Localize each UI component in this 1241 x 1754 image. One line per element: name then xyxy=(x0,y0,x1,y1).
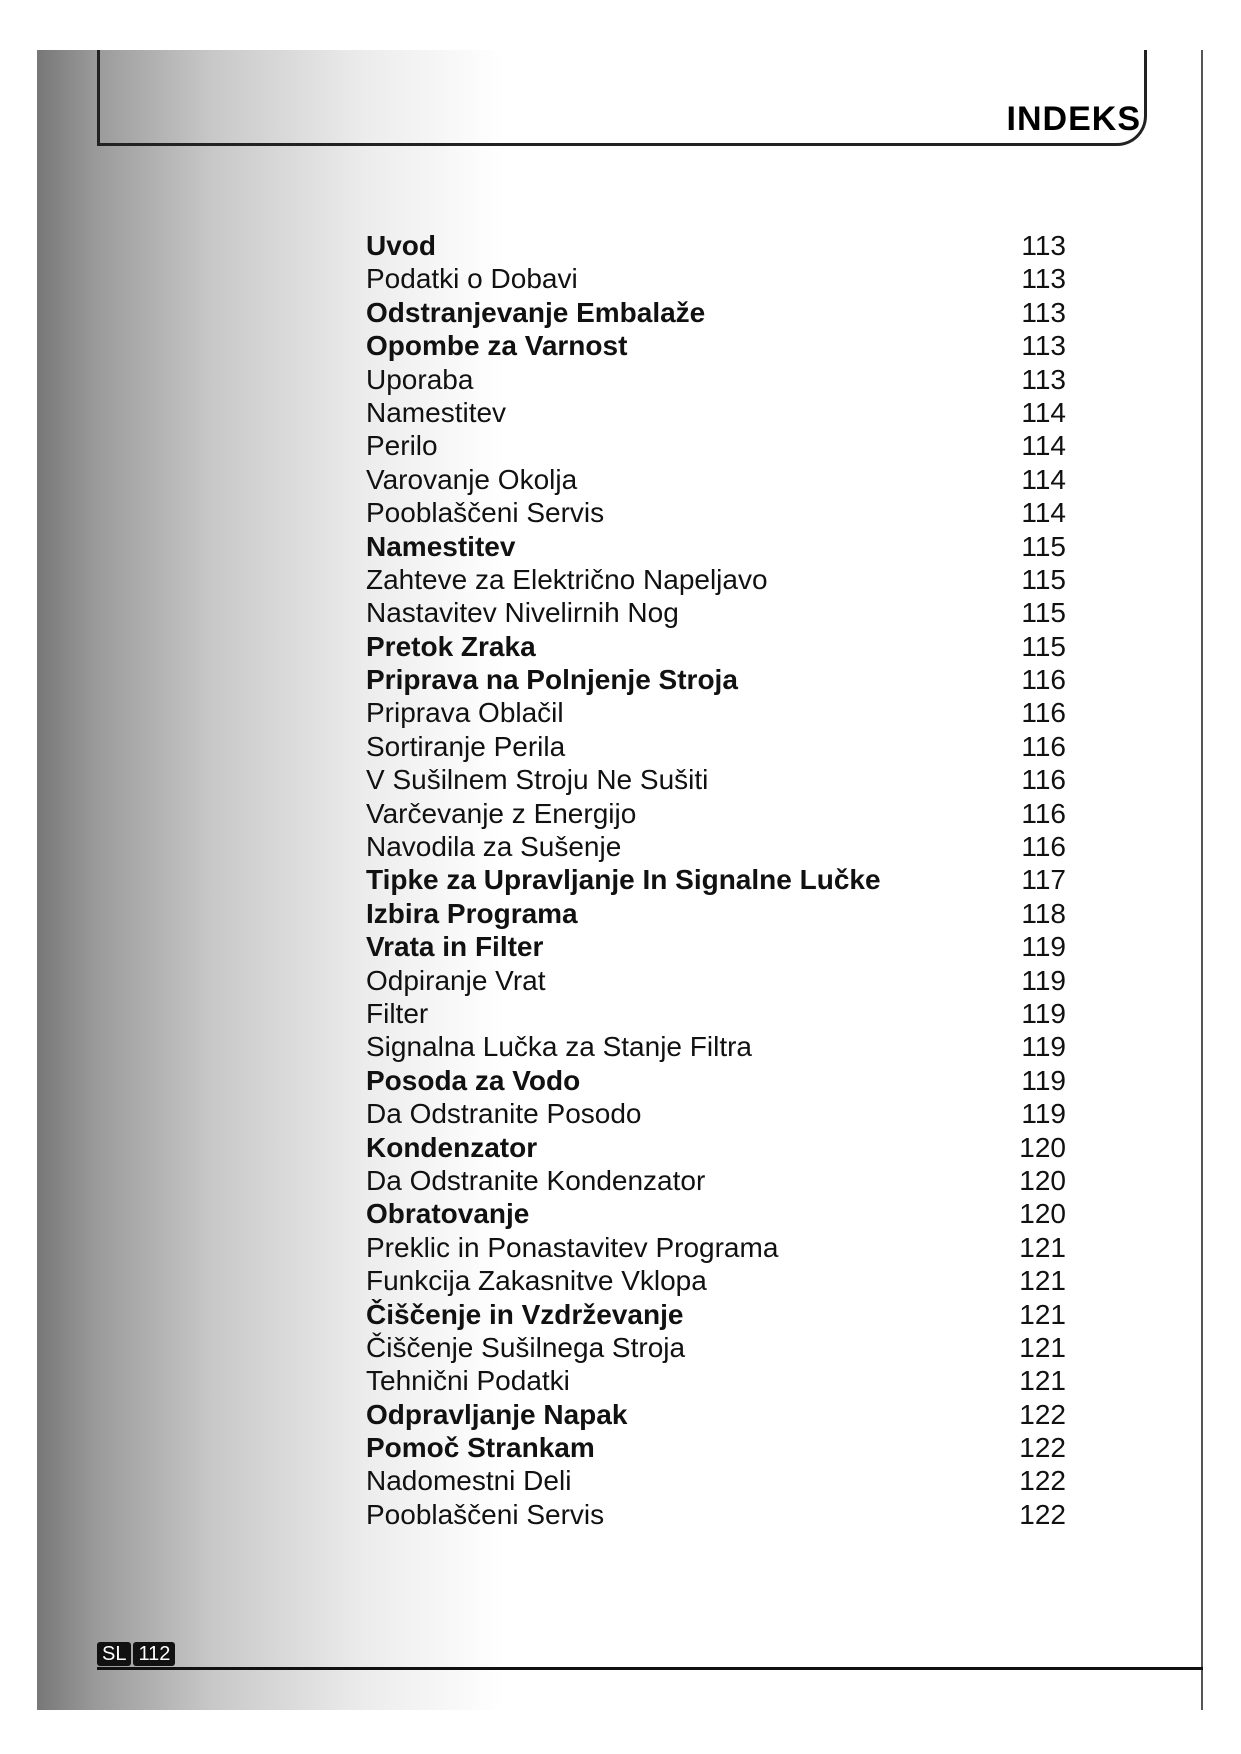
toc-entry-label: Varovanje Okolja xyxy=(366,463,578,495)
toc-entry-page: 122 xyxy=(1019,1398,1066,1430)
toc-entry[interactable] xyxy=(366,1331,1066,1364)
toc-entry-label: Namestitev xyxy=(366,396,507,428)
toc-entry-label: Opombe za Varnost xyxy=(366,330,628,362)
toc-entry-label: Čiščenje in Vzdrževanje xyxy=(366,1298,684,1330)
toc-entry-label: Uporaba xyxy=(366,363,474,395)
toc-entry-label: Pomoč Strankam xyxy=(366,1432,595,1464)
toc-entry[interactable] xyxy=(366,1064,1066,1097)
toc-entry-page: 116 xyxy=(1021,730,1066,762)
toc-entry-page: 118 xyxy=(1021,897,1066,929)
toc-entry[interactable] xyxy=(366,830,1066,863)
toc-entry-label: Vrata in Filter xyxy=(366,931,544,963)
toc-entry[interactable] xyxy=(366,1231,1066,1264)
toc-entry-page: 115 xyxy=(1021,597,1066,629)
toc-entry[interactable] xyxy=(366,997,1066,1030)
toc-entry[interactable] xyxy=(366,363,1066,396)
toc-entry-label: Navodila za Sušenje xyxy=(366,831,622,863)
toc-entry-page: 113 xyxy=(1021,230,1066,261)
language-code: SL xyxy=(97,1642,131,1666)
toc-entry-label: Namestitev xyxy=(366,530,516,562)
footer-divider xyxy=(97,1667,1203,1670)
toc-entry-label: Tipke za Upravljanje In Signalne Lučke xyxy=(366,864,881,896)
toc-entry-page: 116 xyxy=(1021,797,1066,829)
toc-entry-page: 113 xyxy=(1021,363,1066,395)
toc-entry-page: 120 xyxy=(1019,1164,1066,1196)
page-number: 112 xyxy=(133,1642,175,1666)
toc-entry-page: 122 xyxy=(1019,1465,1066,1497)
toc-entry-label: Posoda za Vodo xyxy=(366,1064,581,1096)
table-of-contents xyxy=(366,229,1066,1531)
toc-entry-page: 113 xyxy=(1021,263,1066,295)
toc-entry-page: 121 xyxy=(1019,1265,1066,1297)
toc-entry-page: 120 xyxy=(1019,1198,1066,1230)
toc-entry-label: Priprava Oblačil xyxy=(366,697,564,729)
toc-entry-label: Preklic in Ponastavitev Programa xyxy=(366,1231,779,1263)
toc-entry[interactable] xyxy=(366,530,1066,563)
toc-entry[interactable] xyxy=(366,1398,1066,1431)
toc-entry-label: Čiščenje Sušilnega Stroja xyxy=(366,1331,686,1363)
toc-entry-page: 113 xyxy=(1021,330,1066,362)
toc-entry[interactable] xyxy=(366,563,1066,596)
toc-entry-label: Priprava na Polnjenje Stroja xyxy=(366,664,738,696)
toc-entry-page: 115 xyxy=(1021,530,1066,562)
toc-entry-page: 119 xyxy=(1021,964,1066,996)
toc-entry-page: 120 xyxy=(1019,1131,1066,1163)
toc-entry[interactable] xyxy=(366,1264,1066,1297)
toc-entry-label: Odpravljanje Napak xyxy=(366,1398,628,1430)
toc-entry-page: 119 xyxy=(1021,931,1066,963)
toc-entry[interactable] xyxy=(366,730,1066,763)
toc-entry[interactable] xyxy=(366,1164,1066,1197)
toc-entry[interactable] xyxy=(366,1131,1066,1164)
toc-entry[interactable] xyxy=(366,596,1066,629)
toc-entry-label: Uvod xyxy=(366,230,436,261)
toc-entry-label: Funkcija Zakasnitve Vklopa xyxy=(366,1265,707,1297)
toc-entry-label: Podatki o Dobavi xyxy=(366,263,578,295)
toc-entry-page: 114 xyxy=(1021,396,1066,428)
toc-entry-label: Obratovanje xyxy=(366,1198,530,1230)
toc-entry-page: 121 xyxy=(1019,1365,1066,1397)
toc-entry-page: 116 xyxy=(1021,764,1066,796)
toc-entry[interactable] xyxy=(366,262,1066,295)
toc-entry[interactable] xyxy=(366,1030,1066,1063)
toc-entry-page: 119 xyxy=(1021,997,1066,1029)
toc-entry[interactable] xyxy=(366,897,1066,930)
toc-entry-label: Pretok Zraka xyxy=(366,630,536,662)
toc-entry-label: Sortiranje Perila xyxy=(366,730,566,762)
toc-entry[interactable] xyxy=(366,1431,1066,1464)
toc-entry-label: Odstranjevanje Embalaže xyxy=(366,296,706,328)
page-title: INDEKS xyxy=(1006,100,1141,138)
toc-entry[interactable] xyxy=(366,396,1066,429)
toc-entry[interactable] xyxy=(366,797,1066,830)
toc-entry-page: 121 xyxy=(1019,1331,1066,1363)
toc-entry-page: 115 xyxy=(1021,630,1066,662)
toc-entry[interactable] xyxy=(366,663,1066,696)
toc-entry-page: 114 xyxy=(1021,430,1066,462)
toc-entry-page: 117 xyxy=(1021,864,1066,896)
toc-entry[interactable] xyxy=(366,1197,1066,1230)
toc-entry-page: 113 xyxy=(1021,296,1066,328)
toc-entry-label: Varčevanje z Energijo xyxy=(366,797,637,829)
toc-entry[interactable] xyxy=(366,1498,1066,1531)
toc-entry[interactable] xyxy=(366,763,1066,796)
toc-entry-label: Da Odstranite Posodo xyxy=(366,1098,642,1130)
toc-entry[interactable] xyxy=(366,463,1066,496)
toc-entry-page: 119 xyxy=(1021,1031,1066,1063)
page-badge xyxy=(97,1642,175,1666)
toc-entry-label: Kondenzator xyxy=(366,1131,538,1163)
toc-entry-page: 114 xyxy=(1021,497,1066,529)
toc-entry-label: Odpiranje Vrat xyxy=(366,964,546,996)
toc-entry[interactable] xyxy=(366,696,1066,729)
toc-entry[interactable] xyxy=(366,630,1066,663)
header-frame xyxy=(97,50,1147,146)
toc-entry-page: 122 xyxy=(1019,1432,1066,1464)
toc-entry[interactable] xyxy=(366,1464,1066,1497)
toc-entry-page: 115 xyxy=(1021,563,1066,595)
toc-entry-page: 114 xyxy=(1021,463,1066,495)
toc-entry-label: Da Odstranite Kondenzator xyxy=(366,1164,706,1196)
toc-entry[interactable] xyxy=(366,863,1066,896)
toc-entry-label: Pooblaščeni Servis xyxy=(366,497,605,529)
right-border xyxy=(1201,50,1203,1710)
toc-entry-label: Perilo xyxy=(366,430,438,462)
toc-entry-label: Filter xyxy=(366,997,429,1029)
toc-entry-page: 119 xyxy=(1021,1098,1066,1130)
toc-entry-label: Nastavitev Nivelirnih Nog xyxy=(366,597,679,629)
toc-entry-label: Zahteve za Električno Napeljavo xyxy=(366,563,768,595)
toc-entry-page: 121 xyxy=(1019,1298,1066,1330)
toc-entry[interactable] xyxy=(366,296,1066,329)
toc-entry[interactable] xyxy=(366,429,1066,462)
toc-entry-label: Signalna Lučka za Stanje Filtra xyxy=(366,1031,752,1063)
toc-entry[interactable] xyxy=(366,229,1066,262)
toc-entry[interactable] xyxy=(366,1298,1066,1331)
toc-entry[interactable] xyxy=(366,329,1066,362)
toc-entry-label: Nadomestni Deli xyxy=(366,1465,572,1497)
toc-entry-page: 119 xyxy=(1021,1064,1066,1096)
toc-entry-label: Tehnični Podatki xyxy=(366,1365,570,1397)
toc-entry-page: 116 xyxy=(1021,831,1066,863)
toc-entry-page: 122 xyxy=(1019,1498,1066,1530)
toc-entry[interactable] xyxy=(366,496,1066,529)
toc-entry-page: 121 xyxy=(1019,1231,1066,1263)
toc-entry-label: V Sušilnem Stroju Ne Sušiti xyxy=(366,764,709,796)
toc-entry-label: Pooblaščeni Servis xyxy=(366,1498,605,1530)
toc-entry[interactable] xyxy=(366,1364,1066,1397)
toc-entry-page: 116 xyxy=(1021,664,1066,696)
toc-entry[interactable] xyxy=(366,930,1066,963)
toc-entry[interactable] xyxy=(366,1097,1066,1130)
toc-entry-label: Izbira Programa xyxy=(366,897,578,929)
toc-entry-page: 116 xyxy=(1021,697,1066,729)
toc-entry[interactable] xyxy=(366,964,1066,997)
